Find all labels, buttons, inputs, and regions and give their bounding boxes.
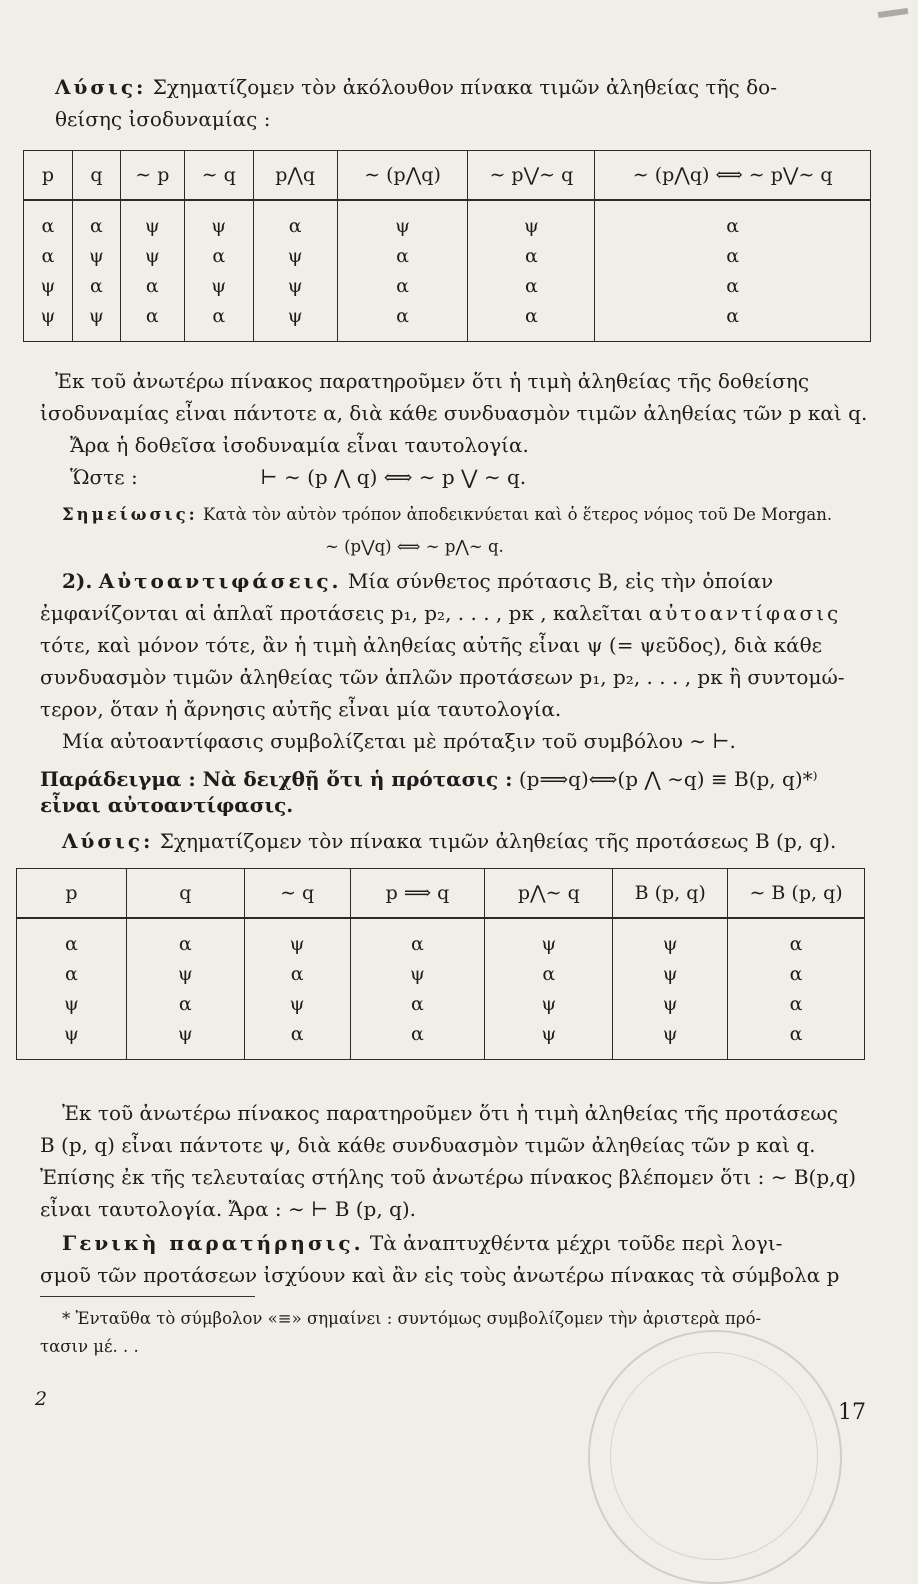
section2-number: 2).	[62, 569, 93, 593]
section2-line1	[62, 566, 882, 596]
table1-cell: ψ	[184, 271, 253, 301]
footnote-line1: * Ἐνταῦθα τὸ σύμβολον «≡» σημαίνει : συντόμως συμβολίζομεν τὴν ἀριστερὰ πρό-	[62, 1309, 762, 1328]
table1-header-cell: p	[24, 151, 73, 201]
table1-cell: α	[184, 301, 253, 342]
table1-cell: α	[24, 200, 73, 241]
table1-cell: α	[595, 301, 871, 342]
table1-cell: ψ	[253, 271, 337, 301]
table1-cell: ψ	[120, 241, 184, 271]
table1-row	[24, 271, 871, 301]
table1-cell: α	[468, 301, 595, 342]
table2-header-cell: p	[17, 869, 127, 919]
table1-cell: α	[337, 301, 468, 342]
table2-cell: ψ	[244, 918, 350, 959]
note1-line1	[62, 500, 882, 530]
table2-cell: ψ	[613, 918, 728, 959]
table2-header-cell: q	[126, 869, 244, 919]
table2-header-cell: p⋀∼ q	[485, 869, 613, 919]
table2-cell: ψ	[613, 1019, 728, 1060]
table1-cell: α	[595, 271, 871, 301]
table2-row	[17, 918, 865, 959]
table1-header-cell: ∼ q	[184, 151, 253, 201]
table1-cell: α	[120, 271, 184, 301]
solution2-label: Λύσις:	[62, 829, 154, 853]
table2-header-cell: ∼ Β (p, q)	[728, 869, 865, 919]
table1-cell: ψ	[120, 200, 184, 241]
table1-cell: α	[253, 200, 337, 241]
table1-cell: α	[120, 301, 184, 342]
table1-cell: α	[337, 271, 468, 301]
table2-cell: α	[244, 1019, 350, 1060]
table2-cell: α	[728, 989, 865, 1019]
table1-header-cell: q	[72, 151, 120, 201]
table2-cell: α	[17, 959, 127, 989]
table2-cell: ψ	[244, 989, 350, 1019]
table1-header-cell: ∼ p⋁∼ q	[468, 151, 595, 201]
para2-line3: Ἐπίσης ἐκ τῆς τελευταίας στήλης τοῦ ἀνωτέρω πίνακος βλέπομεν ὅτι : ∼ Β(p,q)	[40, 1165, 857, 1189]
table1-row	[24, 241, 871, 271]
table2-cell: α	[350, 989, 485, 1019]
corner-mark	[878, 8, 909, 18]
general-line2: σμοῦ τῶν προτάσεων ἰσχύουν καὶ ἂν εἰς τοὺς ἀνωτέρω πίνακας τὰ σύμβολα p	[40, 1263, 840, 1287]
truth-table-1-header	[24, 151, 871, 201]
table2-header-cell: ∼ q	[244, 869, 350, 919]
para1-line2: ἰσοδυναμίας εἶναι πάντοτε α, διὰ κάθε συνδυασμὸν τιμῶν ἀληθείας τῶν p καὶ q.	[40, 401, 868, 425]
para2-line4: εἶναι ταυτολογία. Ἄρα : ∼ ⊢ Β (p, q).	[40, 1197, 417, 1221]
table2-cell: ψ	[126, 1019, 244, 1060]
general-text1: Τὰ ἀναπτυχθέντα μέχρι τοῦδε περὶ λογι-	[369, 1231, 783, 1255]
para1-line1: Ἐκ τοῦ ἀνωτέρω πίνακος παρατηροῦμεν ὅτι ἡ τιμὴ ἀληθείας τῆς δοθείσης	[55, 369, 810, 393]
table1-row	[24, 301, 871, 342]
truth-table-2	[16, 868, 865, 1060]
table2-header-cell: Β (p, q)	[613, 869, 728, 919]
footnote-line2: τασιν μέ. . .	[40, 1337, 139, 1356]
truth-table-1-body	[24, 200, 871, 342]
table2-cell: α	[350, 918, 485, 959]
table2-row	[17, 1019, 865, 1060]
example-formula: (p⟹q)⟺(p ⋀ ∼q) ≡ Β(p, q)*⁾	[518, 767, 818, 791]
table1-cell: ψ	[24, 271, 73, 301]
para2-line2: Β (p, q) εἶναι πάντοτε ψ, διὰ κάθε συνδυασμὸν τιμῶν ἀληθείας τῶν p καὶ q.	[40, 1133, 816, 1157]
table2-cell: ψ	[613, 989, 728, 1019]
table1-cell: ψ	[253, 301, 337, 342]
signature-mark: 2	[35, 1388, 48, 1410]
section2-text1: Μία σύνθετος πρότασις Β, εἰς τὴν ὁποίαν	[347, 569, 774, 593]
truth-table-2-header	[17, 869, 865, 919]
table2-header-cell: p ⟹ q	[350, 869, 485, 919]
table1-header-cell: ∼ p	[120, 151, 184, 201]
table1-cell: ψ	[72, 301, 120, 342]
example-label: Παράδειγμα : Νὰ δειχθῇ ὅτι ἡ πρότασις :	[40, 767, 513, 791]
table2-cell: α	[728, 1019, 865, 1060]
para2-line1: Ἐκ τοῦ ἀνωτέρω πίνακος παρατηροῦμεν ὅτι ἡ τιμὴ ἀληθείας τῆς προτάσεως	[62, 1101, 838, 1125]
table2-cell: ψ	[350, 959, 485, 989]
table1-cell: α	[337, 241, 468, 271]
table2-cell: ψ	[485, 989, 613, 1019]
solution1-text-a: Σχηματίζομεν τὸν ἀκόλουθον πίνακα τιμῶν ἀληθείας τῆς δο-	[152, 75, 777, 99]
table1-header-cell: ∼ (p⋀q)	[337, 151, 468, 201]
para1-line4	[70, 462, 890, 492]
para1-formula: ⊢ ∼ (p ⋀ q) ⟺ ∼ p ⋁ ∼ q.	[260, 465, 527, 489]
table1-cell: α	[184, 241, 253, 271]
footnote-rule	[40, 1296, 255, 1297]
solution2-text: Σχηματίζομεν τὸν πίνακα τιμῶν ἀληθείας τῆς προτάσεως Β (p, q).	[159, 829, 837, 853]
section2-line2	[40, 598, 860, 628]
table1-cell: ψ	[253, 241, 337, 271]
table1-header-cell: ∼ (p⋀q) ⟺ ∼ p⋁∼ q	[595, 151, 871, 201]
table2-cell: ψ	[613, 959, 728, 989]
table2-cell: α	[126, 989, 244, 1019]
section2-line6: Μία αὐτοαντίφασις συμβολίζεται μὲ πρόταξιν τοῦ συμβόλου ∼ ⊢.	[62, 729, 736, 753]
note1-label: Σημείωσις:	[62, 505, 198, 524]
table2-cell: ψ	[17, 989, 127, 1019]
table2-cell: ψ	[126, 959, 244, 989]
table2-cell: α	[244, 959, 350, 989]
table1-cell: α	[468, 271, 595, 301]
general-line1	[62, 1228, 882, 1258]
table2-cell: α	[728, 918, 865, 959]
table2-cell: α	[728, 959, 865, 989]
section2-line3: τότε, καὶ μόνον τότε, ἂν ἡ τιμὴ ἀληθείας αὐτῆς εἶναι ψ (= ψεῦδος), διὰ κάθε	[40, 633, 822, 657]
table1-cell: α	[24, 241, 73, 271]
para1-line3: Ἄρα ἡ δοθεῖσα ἰσοδυναμία εἶναι ταυτολογία.	[70, 433, 529, 457]
table1-cell: ψ	[184, 200, 253, 241]
table1-cell: α	[468, 241, 595, 271]
table2-cell: α	[485, 959, 613, 989]
table1-cell: ψ	[337, 200, 468, 241]
note1-text: Κατὰ τὸν αὐτὸν τρόπον ἀποδεικνύεται καὶ ὁ ἕτερος νόμος τοῦ De Morgan.	[203, 505, 833, 524]
table2-cell: α	[350, 1019, 485, 1060]
solution1-line1	[55, 72, 875, 102]
truth-table-1	[23, 150, 871, 342]
table2-cell: ψ	[485, 918, 613, 959]
table1-row	[24, 200, 871, 241]
section2-text2a: ἐμφανίζονται αἱ ἁπλαῖ προτάσεις p₁, p₂, . . . , pκ , καλεῖται	[40, 601, 643, 625]
table2-row	[17, 959, 865, 989]
general-title: Γενικὴ παρατήρησις.	[62, 1231, 364, 1255]
note1-formula: ∼ (p⋁q) ⟺ ∼ p⋀∼ q.	[325, 537, 504, 556]
section2-line4: συνδυασμὸν τιμῶν ἀληθείας τῶν ἁπλῶν προτάσεων p₁, p₂, . . . , pκ ἢ συντομώ-	[40, 665, 845, 689]
section2-title: Αὐτοαντιφάσεις.	[98, 569, 342, 593]
section2-line5: τερον, ὅταν ἡ ἄρνησις αὐτῆς εἶναι μία ταυτολογία.	[40, 697, 562, 721]
table1-header-cell: p⋀q	[253, 151, 337, 201]
table1-cell: ψ	[468, 200, 595, 241]
table1-cell: ψ	[24, 301, 73, 342]
table1-cell: α	[72, 200, 120, 241]
solution2-line	[62, 826, 882, 856]
para1-hence-label: Ὥστε :	[70, 465, 138, 489]
solution1-line2: θείσης ἰσοδυναμίας :	[55, 107, 271, 131]
solution1-label: Λύσις:	[55, 75, 147, 99]
table1-cell: α	[595, 200, 871, 241]
table1-cell: ψ	[72, 241, 120, 271]
table2-cell: ψ	[17, 1019, 127, 1060]
section2-term: αὐτοαντίφασις	[648, 601, 842, 625]
table1-cell: α	[72, 271, 120, 301]
table1-cell: α	[595, 241, 871, 271]
example-line2: εἶναι αὐτοαντίφασις.	[40, 793, 294, 817]
page-number: 17	[838, 1400, 866, 1425]
table2-cell: α	[17, 918, 127, 959]
table2-cell: ψ	[485, 1019, 613, 1060]
truth-table-2-body	[17, 918, 865, 1060]
table2-row	[17, 989, 865, 1019]
table2-cell: α	[126, 918, 244, 959]
